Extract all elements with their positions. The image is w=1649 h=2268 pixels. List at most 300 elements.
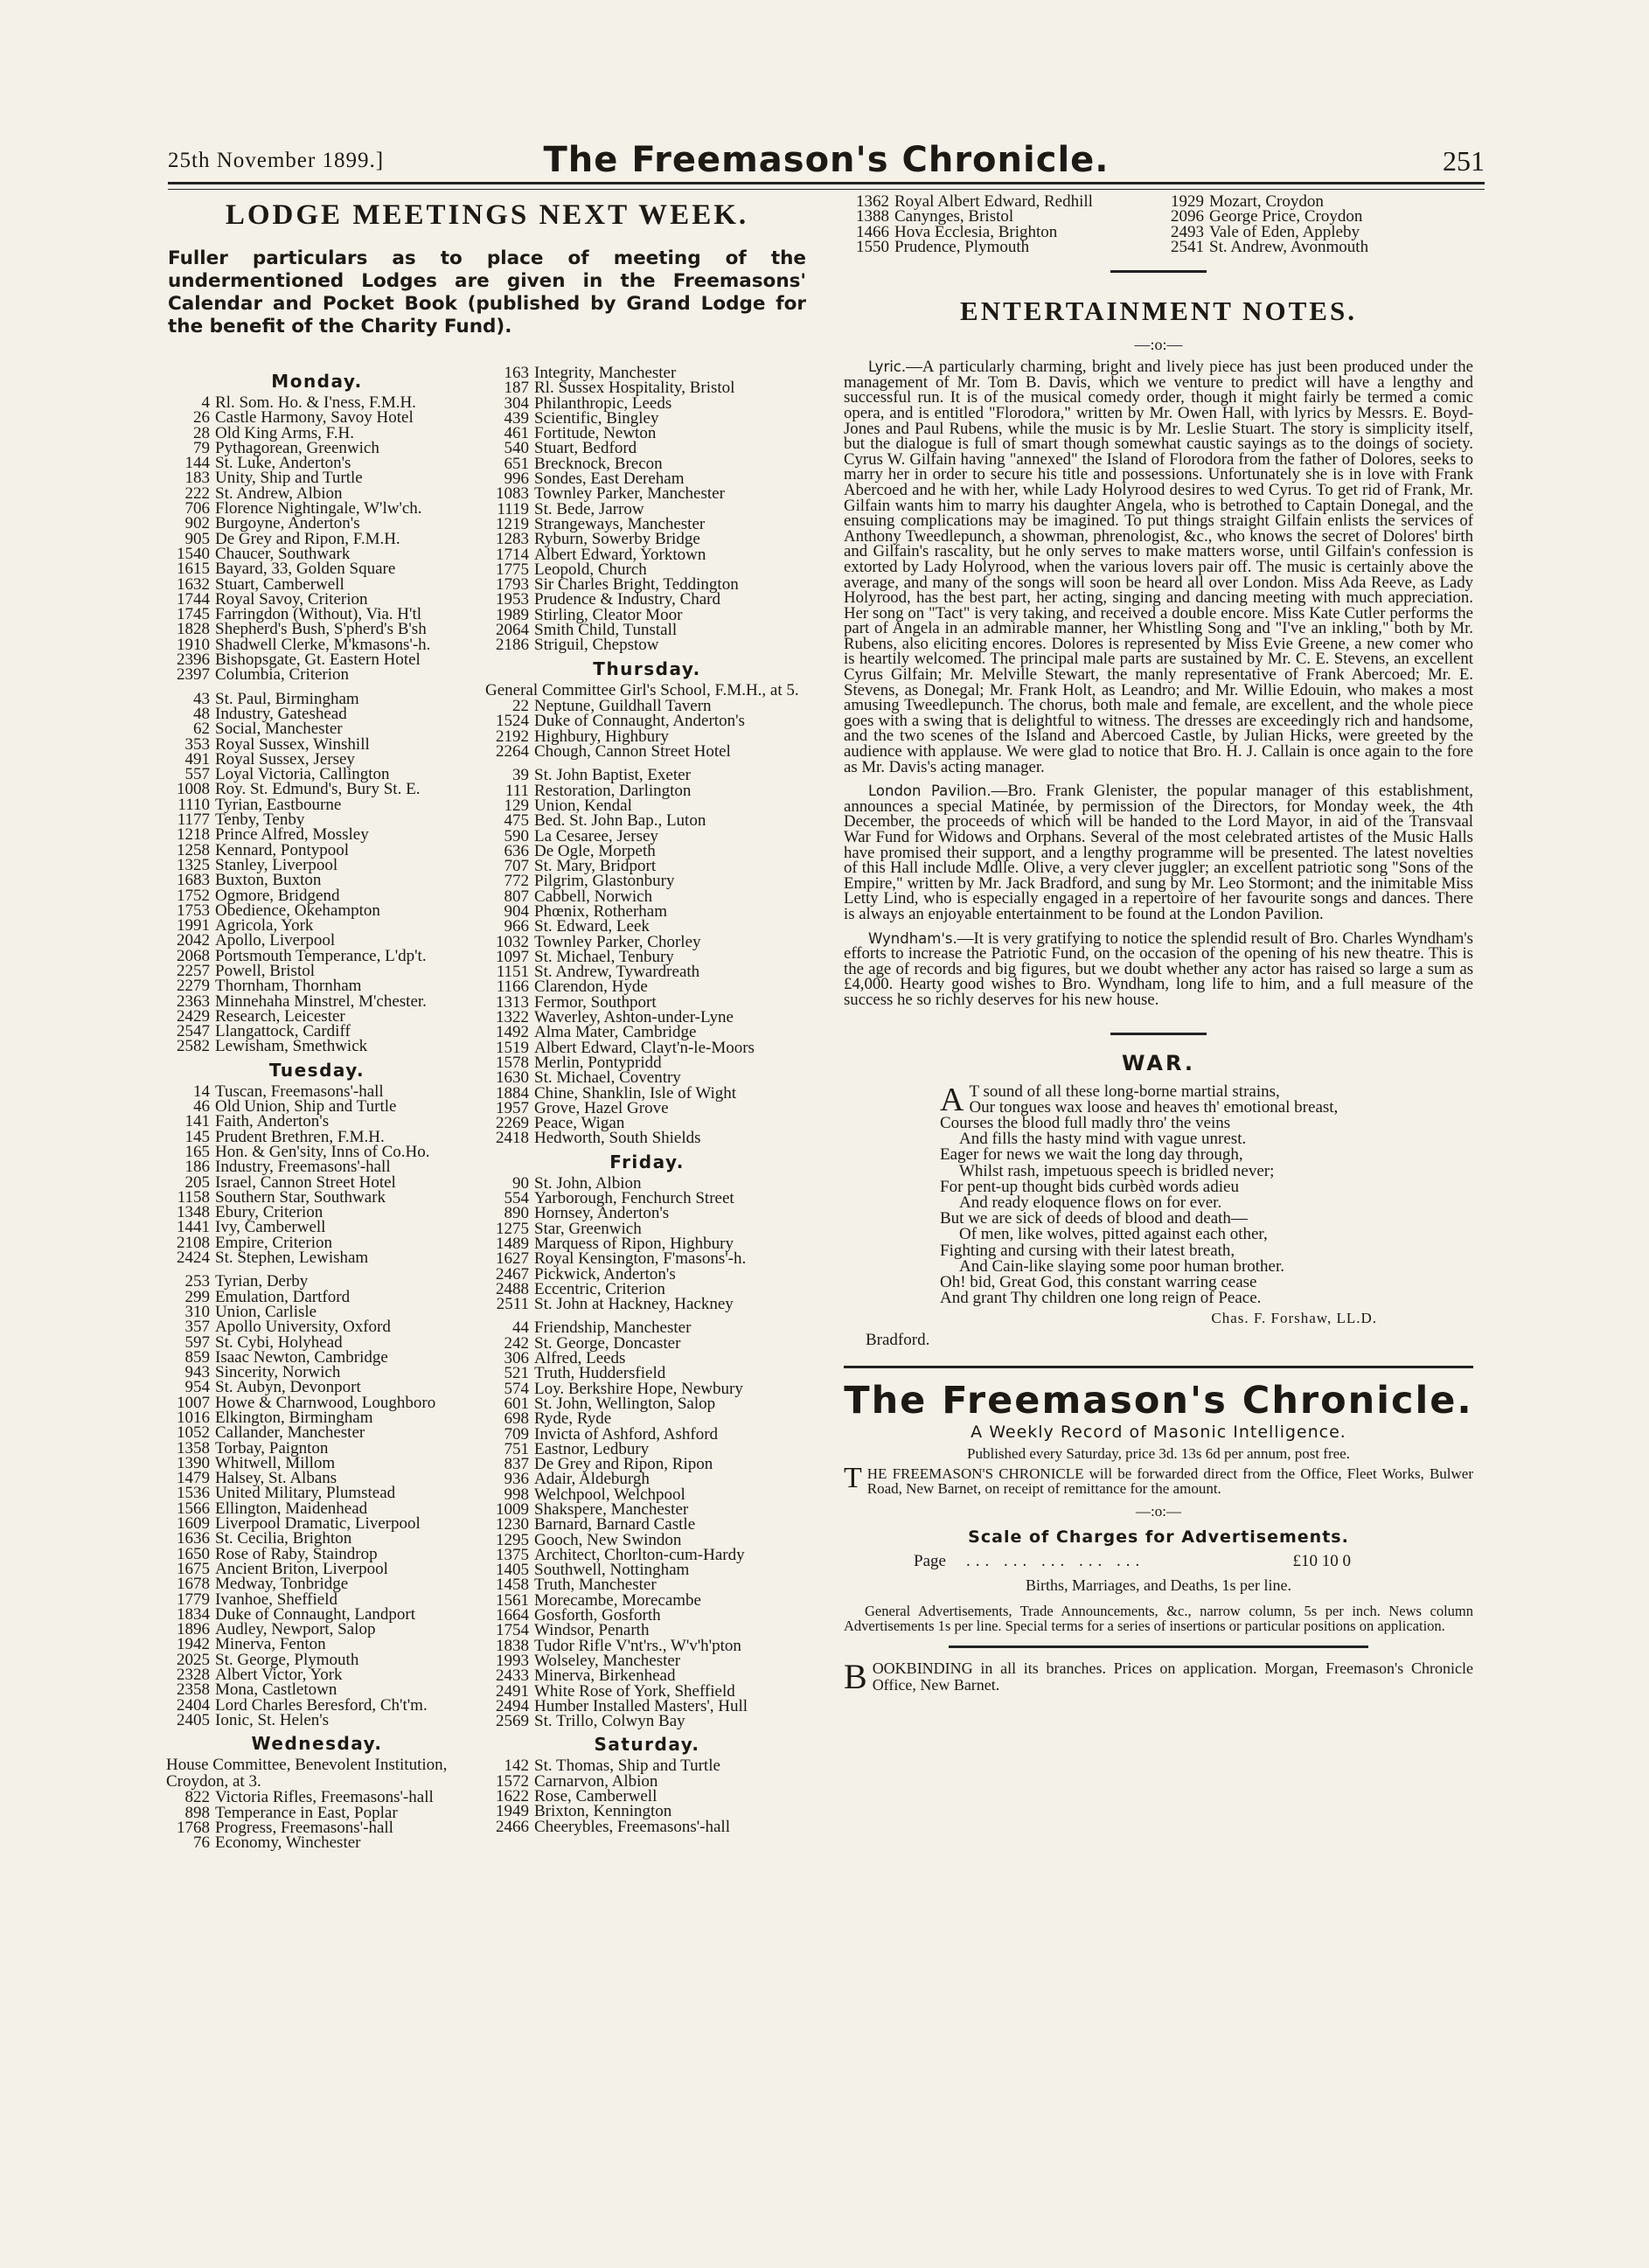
lodge-number: 475: [504, 811, 529, 831]
lodge-number: 1362: [856, 192, 889, 211]
lodge-name: Peace, Wigan: [534, 1114, 625, 1133]
lodge-number: 2269: [496, 1114, 529, 1133]
lodge-name: Grove, Hazel Grove: [534, 1098, 669, 1117]
poem-line: Of men, like wolves, pitted against each other,: [959, 1225, 1268, 1244]
lodge-number: 902: [184, 514, 210, 533]
lodge-name: Obedience, Okehampton: [215, 901, 380, 920]
lodge-number: 14: [193, 1082, 210, 1101]
lodge-name: Philanthropic, Leeds: [534, 393, 672, 413]
lodge-name: Torbay, Paignton: [215, 1438, 329, 1458]
lodge-name: St. John Baptist, Exeter: [534, 766, 691, 785]
lodge-name: Loyal Victoria, Callington: [215, 765, 390, 784]
lodge-entry: [477, 1295, 818, 1314]
lodge-name: Lewisham, Smethwick: [215, 1037, 368, 1056]
lodge-number: 310: [184, 1302, 210, 1321]
masthead-subtitle: A Weekly Record of Masonic Intelligence.: [971, 1423, 1346, 1443]
section-rule: [1110, 270, 1207, 273]
lodge-entry: [844, 237, 1158, 256]
lodge-name: Hova Ecclesia, Brighton: [894, 222, 1058, 241]
lodge-name: St. Edward, Leek: [534, 917, 650, 936]
lodge-name: Israel, Cannon Street Hotel: [215, 1172, 396, 1192]
lodge-number: 1218: [177, 825, 210, 845]
lodge-number: 1158: [177, 1187, 210, 1207]
lodge-name: Southern Star, Southwark: [215, 1187, 386, 1207]
births-rate: Births, Marriages, and Deaths, 1s per line.: [1026, 1576, 1291, 1595]
lodge-number: 2494: [496, 1696, 529, 1715]
lodge-name: Castle Harmony, Savoy Hotel: [215, 408, 414, 428]
thursday-note: General Committee Girl's School, F.M.H., at 5.: [485, 680, 799, 699]
lodge-number: 636: [504, 841, 529, 860]
lodge-number: 2108: [177, 1233, 210, 1252]
lodge-name: Gosforth, Gosforth: [534, 1606, 661, 1625]
lodge-name: Carnarvon, Albion: [534, 1771, 658, 1791]
forward-text: HE FREEMASON'S CHRONICLE will be forwarded direct from the Office, Fleet Works, Bulwer Road, New Barnet, on receipt of remittance for the amount.: [866, 1465, 1473, 1498]
lodge-name: Prudent Brethren, F.M.H.: [215, 1127, 385, 1146]
lodge-name: Stuart, Bedford: [534, 439, 637, 458]
lodge-name: Hon. & Gen'sity, Inns of Co.Ho.: [215, 1142, 430, 1161]
lodge-number: 1744: [177, 589, 210, 609]
friday-list: [477, 1173, 818, 1731]
lodge-number: 709: [504, 1424, 529, 1444]
lodge-number: 1714: [496, 545, 529, 564]
lodge-number: 2397: [177, 665, 210, 685]
lodge-name: Shadwell Clerke, M'kmasons'-h.: [215, 635, 431, 654]
lodge-name: Brixton, Kennington: [534, 1802, 672, 1821]
lodge-entry: [477, 811, 818, 831]
day-heading-thursday: Thursday.: [593, 657, 701, 679]
lodge-entry: [157, 977, 477, 996]
lodge-name: Liverpool Dramatic, Liverpool: [215, 1514, 421, 1534]
lodge-number: 1540: [177, 544, 210, 563]
lodge-number: 1016: [177, 1409, 210, 1427]
forward-initial: T: [844, 1462, 862, 1495]
masthead-separator: —:o:—: [1136, 1503, 1181, 1520]
lodge-number: 299: [184, 1287, 210, 1306]
lodge-name: Royal Albert Edward, Redhill: [894, 192, 1093, 211]
saturday-list: [477, 1757, 818, 1836]
lodge-number: 186: [184, 1158, 210, 1177]
lodge-name: Rose, Camberwell: [534, 1787, 658, 1806]
lodge-number: 222: [184, 484, 210, 503]
lodge-name: Albert Edward, Clayt'n-le-Moors: [534, 1038, 755, 1057]
lodge-name: St. Cecilia, Brighton: [215, 1529, 352, 1548]
lodge-name: St. Cybi, Holyhead: [215, 1332, 343, 1352]
lodge-name: Rl. Som. Ho. & I'ness, F.M.H.: [215, 393, 416, 412]
page-price-row: [914, 1552, 1351, 1571]
lodge-entry: [157, 408, 477, 428]
lodge-number: 1838: [496, 1636, 529, 1655]
lodge-number: 706: [184, 499, 210, 518]
lodge-name: Ionic, St. Helen's: [215, 1710, 330, 1729]
lodge-name: St. Mary, Bridport: [534, 857, 657, 876]
lodge-number: 1957: [496, 1098, 529, 1117]
lodge-entry: [477, 1517, 818, 1532]
lodge-number: 1779: [177, 1590, 210, 1609]
pavilion-text: —Bro. Frank Glenister, the popular manager of this establishment, announces a special Matinée, by permission of the Directors, for Monday week, the 4th December, the proceeds of which will be handed to the Lord Mayor, in aid of the Transvaal War Fund for Widows and Orphans. Several of the most celebrated artistes of the Music Halls have promised their support, and a lengthy programme will be presented. The latest novelties of this Hall include Mdlle. Olive, a very clever juggler; an excellent patriotic song "Sons of the Empire," written by Mr. Jack Bradford, and sung by Mr. Leo Stormont; and the inimitable Miss Letty Lind, who is especially engaged in a repertoire of her favourite songs and dances. There is always an enjoyable entertainment to be found at the London Pavilion.: [844, 782, 1473, 923]
wednesday-note: House Committee, Benevolent Institution, Croydon, at 3.: [166, 1756, 448, 1791]
issue-date: 25th November 1899.]: [168, 149, 385, 172]
lodge-entry: [477, 742, 818, 762]
lodge-name: Powell, Bristol: [215, 961, 316, 980]
lodge-name: Stanley, Liverpool: [215, 855, 338, 874]
lodge-name: Albert Edward, Yorktown: [534, 545, 706, 564]
wyndham-paragraph: [844, 931, 1473, 1008]
lodge-number: 1325: [177, 855, 210, 874]
lodge-name: Ryde, Ryde: [534, 1409, 612, 1429]
poem-line: Our tongues wax loose and heaves th' emotional breast,: [969, 1097, 1339, 1117]
lodge-number: 1007: [177, 1393, 210, 1412]
lodge-number: 837: [504, 1455, 529, 1474]
lodge-name: Fermor, Southport: [534, 992, 657, 1012]
lodge-name: Tyrian, Eastbourne: [215, 795, 342, 814]
lodge-name: Integrity, Manchester: [534, 364, 677, 382]
lodge-name: Townley Parker, Manchester: [534, 484, 725, 504]
poem-initial: A: [940, 1081, 964, 1118]
lodge-entry: [477, 1714, 818, 1729]
lodge-number: 1348: [177, 1203, 210, 1222]
poem-line: Eager for news we wait the long day through,: [940, 1145, 1243, 1165]
day-heading-wednesday: Wednesday.: [251, 1733, 383, 1755]
lodge-number: 1375: [496, 1545, 529, 1564]
lodge-name: Chough, Cannon Street Hotel: [534, 742, 731, 762]
lodge-name: Tyrian, Derby: [215, 1272, 309, 1291]
masthead-forward: [844, 1462, 1473, 1498]
lodge-number: 2569: [496, 1712, 529, 1731]
lodge-number: 1636: [177, 1529, 210, 1548]
section-rule: [844, 1366, 1473, 1368]
lodge-entry: [477, 1819, 818, 1834]
lodge-name: Gooch, New Swindon: [534, 1530, 682, 1549]
lodge-entry: [477, 1409, 818, 1429]
lodge-number: 39: [512, 766, 529, 785]
lodge-number: 1519: [496, 1038, 529, 1057]
lodge-number: 1896: [177, 1620, 210, 1639]
lodge-number: 2068: [177, 946, 210, 965]
lodge-name: Ivy, Camberwell: [215, 1218, 326, 1237]
price-dots: ... ... ... ... ...: [966, 1552, 1145, 1571]
lodge-name: Apollo, Liverpool: [215, 931, 336, 950]
lodge-number: 1650: [177, 1544, 210, 1563]
lodge-name: Kennard, Pontypool: [215, 840, 350, 859]
lodge-name: Truth, Manchester: [534, 1576, 657, 1595]
lodge-name: Bishopsgate, Gt. Eastern Hotel: [215, 650, 421, 670]
lodge-name: White Rose of York, Sheffield: [534, 1681, 735, 1701]
lodge-name: Brecknock, Brecon: [534, 454, 663, 473]
poem-line: And grant Thy children one long reign of Peace.: [940, 1289, 1262, 1308]
lodge-name: Humber Installed Masters', Hull: [534, 1696, 748, 1715]
lodge-number: 1219: [496, 514, 529, 533]
lodge-name: St. Trillo, Colwyn Bay: [534, 1712, 685, 1731]
lodge-number: 1275: [496, 1219, 529, 1238]
lodge-name: Royal Sussex, Jersey: [215, 749, 355, 769]
lodge-name: Minnehaha Minstrel, M'chester.: [215, 991, 427, 1011]
lyric-lead: Lyric.: [868, 358, 907, 376]
lodge-entry: [157, 720, 477, 739]
lodge-name: Waverley, Ashton-under-Lyne: [534, 1008, 734, 1027]
lodge-entry: [477, 1666, 818, 1686]
lodge-number: 26: [193, 408, 210, 428]
lodge-number: 998: [504, 1485, 529, 1504]
bookbinding-ad: [844, 1657, 1473, 1697]
lodge-number: 554: [504, 1189, 529, 1208]
lodge-name: Hedworth, South Shields: [534, 1129, 701, 1148]
scale-title: Scale of Charges for Advertisements.: [968, 1527, 1349, 1548]
day-heading-saturday: Saturday.: [594, 1734, 700, 1756]
lodge-number: 2363: [177, 991, 210, 1011]
war-poem: [940, 1081, 1473, 1308]
lodge-number: 1032: [496, 932, 529, 951]
lodge-name: Audley, Newport, Salop: [215, 1620, 376, 1639]
lodge-number: 1615: [177, 560, 210, 579]
lodge-name: Minerva, Birkenhead: [534, 1666, 676, 1686]
lodge-name: Adair, Aldeburgh: [534, 1470, 650, 1489]
lodge-number: 1627: [496, 1249, 529, 1269]
lodge-number: 890: [504, 1204, 529, 1223]
lodge-number: 1119: [497, 499, 529, 518]
monday-list: [157, 395, 477, 1054]
lodge-number: 1390: [177, 1453, 210, 1472]
lodge-number: 144: [184, 454, 210, 473]
lodge-number: 2064: [496, 621, 529, 640]
lodge-name: Sondes, East Dereham: [534, 470, 685, 489]
lodge-number: 2418: [496, 1129, 529, 1148]
lodge-number: 1492: [496, 1023, 529, 1042]
lodge-name: St. John, Wellington, Salop: [534, 1394, 716, 1413]
lodge-number: 1989: [496, 605, 529, 624]
lodge-name: Tenby, Tenby: [215, 810, 305, 830]
lodge-number: 521: [504, 1364, 529, 1383]
lodge-number: 187: [504, 379, 529, 398]
lodge-name: Morecambe, Morecambe: [534, 1590, 701, 1610]
lodge-number: 1754: [496, 1621, 529, 1640]
lodge-number: 48: [193, 704, 210, 723]
lodge-number: 1489: [496, 1234, 529, 1253]
lodge-number: 1752: [177, 886, 210, 905]
lodge-name: Rose of Raby, Staindrop: [215, 1544, 378, 1563]
lodge-name: Emulation, Dartford: [215, 1287, 351, 1306]
lodge-number: 1910: [177, 635, 210, 654]
lodge-name: Truth, Huddersfield: [534, 1364, 666, 1383]
masthead-published: Published every Saturday, price 3d. 13s 6d per annum, post free.: [967, 1445, 1350, 1463]
lodge-name: Star, Greenwich: [534, 1219, 642, 1238]
lodge-number: 601: [504, 1394, 529, 1413]
lodge-number: 936: [504, 1470, 529, 1489]
lodge-name: Portsmouth Temperance, L'dp't.: [215, 946, 427, 965]
lodge-entry: [157, 1833, 477, 1853]
lodge-meetings-header: [168, 199, 806, 338]
lodge-number: 1630: [496, 1068, 529, 1088]
poem-line: But we are sick of deeds of blood and death—: [940, 1209, 1248, 1228]
lodge-number: 1768: [177, 1818, 210, 1837]
lodge-name: St. Luke, Anderton's: [215, 454, 351, 473]
lodge-name: St. Michael, Tenbury: [534, 947, 674, 966]
lodge-number: 557: [184, 765, 210, 784]
lodge-number: 1097: [496, 947, 529, 966]
lodge-number: 2358: [177, 1680, 210, 1700]
lodge-name: Sir Charles Bright, Teddington: [534, 575, 739, 595]
lodge-name: De Ogle, Morpeth: [534, 841, 656, 860]
lodge-number: 1441: [177, 1218, 210, 1237]
wednesday-list-continued: [477, 365, 818, 653]
lodge-number: 1675: [177, 1559, 210, 1578]
lodge-name: Industry, Gateshead: [215, 704, 347, 723]
lodge-name: St. John at Hackney, Hackney: [534, 1295, 734, 1314]
lodge-name: La Cesaree, Jersey: [534, 826, 658, 845]
lodge-name: Research, Leicester: [215, 1006, 345, 1026]
lyric-paragraph: [844, 359, 1473, 775]
lodge-name: Temperance in East, Poplar: [215, 1803, 398, 1822]
lodge-number: 2264: [496, 742, 529, 762]
lodge-name: Shakspere, Manchester: [534, 1499, 689, 1519]
lodge-name: Isaac Newton, Cambridge: [215, 1347, 388, 1367]
lodge-number: 22: [512, 697, 529, 716]
lodge-entry: [477, 379, 818, 398]
lodge-entry: [1158, 209, 1473, 224]
lodge-name: Howe & Charnwood, Loughboro: [215, 1393, 436, 1412]
entertainment-title: ENTERTAINMENT NOTES.: [960, 296, 1357, 327]
lodge-number: 1632: [177, 574, 210, 594]
lodge-name: United Military, Plumstead: [215, 1484, 396, 1503]
lodge-name: St. Stephen, Lewisham: [215, 1249, 369, 1268]
masthead-title: The Freemason's Chronicle.: [844, 1379, 1473, 1423]
lodge-number: 357: [184, 1318, 210, 1337]
lodge-name: De Grey and Ripon, F.M.H.: [215, 529, 400, 548]
lodge-number: 183: [184, 469, 210, 488]
lodge-number: 253: [184, 1272, 210, 1291]
lodge-number: 2279: [177, 977, 210, 996]
general-rates: General Advertisements, Trade Announcements, &c., narrow column, 5s per inch. News column Advertisements 1s per line. Special terms for a series of insertions or particular positions on application.: [844, 1603, 1473, 1635]
lodge-number: 2192: [496, 727, 529, 746]
lodge-number: 44: [512, 1318, 529, 1338]
lodge-number: 1283: [496, 530, 529, 549]
lodge-name: St. Aubyn, Devonport: [215, 1378, 361, 1397]
lodge-number: 1775: [496, 560, 529, 579]
lodge-number: 2547: [177, 1022, 210, 1041]
poem-line: And Cain-like slaying some poor human brother.: [959, 1256, 1285, 1276]
lodge-name: Prudence & Industry, Chard: [534, 590, 720, 609]
bookbinding-initial: B: [844, 1657, 867, 1697]
lodge-name: Industry, Freemasons'-hall: [215, 1158, 391, 1177]
lodge-name: Hornsey, Anderton's: [534, 1204, 670, 1223]
lodge-name: Southwell, Nottingham: [534, 1561, 690, 1580]
lodge-entry: [157, 825, 477, 845]
lodge-name: Burgoyne, Anderton's: [215, 514, 360, 533]
lodge-number: 1313: [496, 992, 529, 1012]
lodge-number: 1524: [496, 712, 529, 731]
lodge-number: 1405: [496, 1561, 529, 1580]
lodge-number: 707: [504, 857, 529, 876]
poem-line: For pent-up thought bids curbèd words adieu: [940, 1177, 1239, 1196]
lodge-number: 205: [184, 1172, 210, 1192]
page-header: [168, 140, 1485, 180]
lodge-number: 1993: [496, 1651, 529, 1670]
lodge-name: Stirling, Cleator Moor: [534, 605, 683, 624]
lodge-number: 304: [504, 393, 529, 413]
lodge-entry: [844, 209, 1158, 224]
lodge-entry: [157, 1318, 477, 1337]
lodge-number: 439: [504, 408, 529, 428]
lodge-name: Striguil, Chepstow: [534, 636, 659, 655]
day-heading-friday: Friday.: [609, 1151, 685, 1172]
lodge-name: St. John, Albion: [534, 1173, 642, 1193]
lodge-number: 1572: [496, 1771, 529, 1791]
lodge-name: Mozart, Croydon: [1209, 192, 1324, 211]
lodge-number: 772: [504, 872, 529, 891]
lodge-name: Ryburn, Sowerby Bridge: [534, 530, 700, 549]
header-rule: [168, 182, 1485, 190]
lodge-number: 1166: [496, 977, 529, 997]
lodge-number: 1745: [177, 605, 210, 624]
lodge-number: 145: [184, 1127, 210, 1146]
lodge-name: St. Bede, Jarrow: [534, 499, 644, 518]
right-column: [844, 192, 1473, 1697]
lodge-number: 597: [184, 1332, 210, 1352]
lodge-number: 943: [184, 1363, 210, 1382]
poem-author: Chas. F. Forshaw, LL.D.: [1211, 1310, 1377, 1327]
lyric-text: —A particularly charming, bright and lively piece has just been produced under the management of Mr. Tom B. Davis, which we venture to predict will have a lengthy and successful run. It is of the musical comedy order, though it might fairly be termed a comic opera, and is entitled "Florodora," written by Mr. Owen Hall, with lyrics by Messrs. E. Boyd-Jones and Paul Rubens, while the music is by Mr. Leslie Stuart. The story is simplicity itself, but the dialogue is full of smart though somewhat caustic sayings as to the doings of society. Cyrus W. Gilfain having "annexed" the Island of Florodora from the father of Dolores, seeks to marry her in order to secure his title and possessions. Unfortunately she is in love with Frank Abercoed and he with her, while Lady Holyrood desires to wed Cyrus. To get rid of Frank, Mr. Gilfain wants him to marry his daughter Angela, who is betrothed to Captain Donegal, and the ensuing complications may be imagined. To put things straight Gilfain enlists the services of Anthony Tweedlepunch, a showman, phrenologist, &c., who knows the secret of Dolores' birth and Gilfain's rascality, but he only serves to make matters worse, until Gilfain's confession is extorted by Lady Holyrood, when the various lovers pair off. The music is certainly above the average, and many of the songs will soon be heard all over London. Miss Ada Reeve, as Lady Holyrood, has the best part, her acting, singing and dancing meeting with much appreciation. Her song on "Tact" is very taking, and received a double encore. Miss Kate Cutler performs the part of Angela in an admirable manner, her Whistling Song and "I've an inkling," both by Mr. Rubens, also eliciting encores. Dolores is represented by Miss Evie Greene, a new comer who is heartily welcomed. The principal male parts are sustained by Mr. C. E. Stevens, an excellent Cyrus Gilfain; Mr. Melville Stewart, the manly representative of Frank Abercoed; Mr. E. Stevens, as Donegal; Mr. Frank Holt, as Leandro; and Mr. Willie Edouin, who makes a most amusing Tweedlepunch. The chorus, both male and female, are excellent, and the whole piece goes with a swing that is delightful to witness. The dresses are exceedingly rich and handsome, and the two scenes of the Island and Abercoed Castle, by Julian Hicks, were greeted by the audience with applause. We were glad to notice that Bro. H. J. Callain is once again to the fore as Mr. Davis's acting manager.: [844, 358, 1473, 776]
lodge-number: 1177: [177, 810, 210, 830]
poem-line: And fills the hasty mind with vague unrest.: [959, 1130, 1247, 1149]
lodge-number: 751: [504, 1439, 529, 1458]
lodge-name: Elkington, Birmingham: [215, 1409, 373, 1427]
lodge-number: 2424: [177, 1249, 210, 1268]
lodge-number: 1009: [496, 1499, 529, 1519]
lodge-name: Faith, Anderton's: [215, 1112, 330, 1131]
lodge-number: 2493: [1171, 222, 1204, 241]
lodge-name: St. Paul, Birmingham: [215, 689, 359, 708]
lodge-number: 1083: [496, 484, 529, 504]
lodge-number: 996: [504, 470, 529, 489]
lodge-name: Scientific, Bingley: [534, 408, 659, 428]
lodge-number: 2582: [177, 1037, 210, 1056]
lodge-number: 242: [504, 1333, 529, 1353]
lodge-number: 540: [504, 439, 529, 458]
lodge-entry: [477, 636, 818, 655]
lodge-number: 1566: [177, 1499, 210, 1518]
lodge-name: Florence Nightingale, W'lw'ch.: [215, 499, 422, 518]
pavilion-paragraph: [844, 783, 1473, 922]
lodge-entry: [477, 530, 818, 549]
saturday-subcolumn-b: [1158, 194, 1473, 254]
lodge-name: St. Michael, Coventry: [534, 1068, 681, 1088]
lodge-column-1: [157, 365, 477, 1853]
lodge-name: Old King Arms, F.H.: [215, 423, 354, 442]
lodge-name: Canynges, Bristol: [894, 207, 1014, 226]
lodge-name: Eastnor, Ledbury: [534, 1439, 650, 1458]
lodge-name: Prudence, Plymouth: [894, 237, 1030, 256]
lodge-name: Royal Sussex, Winshill: [215, 734, 370, 754]
lodge-name: Pythagorean, Greenwich: [215, 438, 379, 457]
lodge-number: 2433: [496, 1666, 529, 1686]
lodge-name: Fortitude, Newton: [534, 424, 657, 443]
lodge-number: 1479: [177, 1469, 210, 1488]
day-heading-monday: Monday.: [271, 371, 363, 392]
bookbinding-text: OOKBINDING in all its branches. Prices on application. Morgan, Freemason's Chronicle Office, New Barnet.: [872, 1659, 1473, 1694]
lodge-number: 1991: [177, 916, 210, 936]
lodge-number: 62: [193, 720, 210, 739]
lodge-number: 1884: [496, 1083, 529, 1103]
poem-line: And ready eloquence flows on for ever.: [959, 1193, 1222, 1212]
lodge-number: 28: [193, 423, 210, 442]
lodge-entry: [157, 1790, 477, 1805]
lodge-number: 2467: [496, 1264, 529, 1284]
newspaper-title: The Freemason's Chronicle.: [543, 140, 1110, 180]
lodge-number: 1929: [1171, 192, 1204, 211]
lodge-entry: [157, 1249, 477, 1268]
lodge-name: Ebury, Criterion: [215, 1203, 324, 1222]
lodge-name: De Grey and Ripon, Ripon: [534, 1455, 713, 1474]
thursday-list: [477, 699, 818, 1146]
